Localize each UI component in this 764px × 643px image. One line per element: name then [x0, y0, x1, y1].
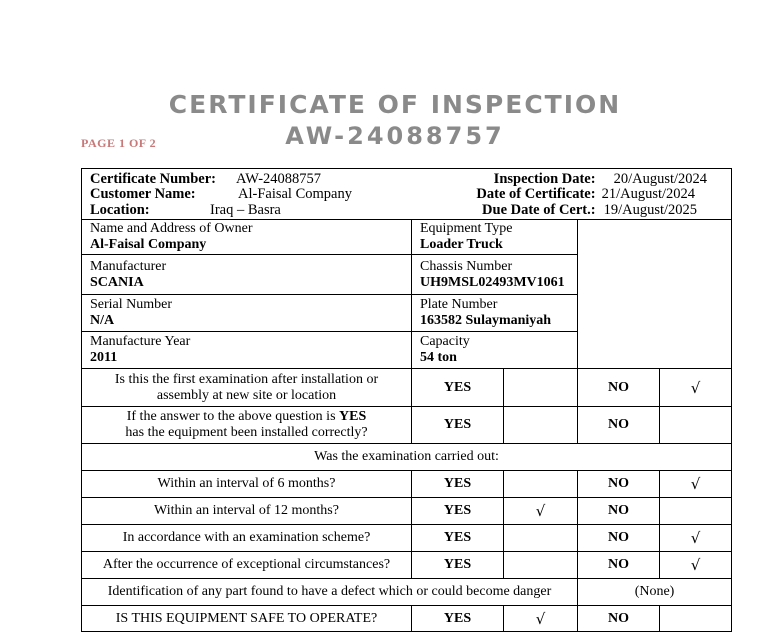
q3-no-check: √ [660, 471, 732, 498]
q2-yes-check [504, 407, 578, 444]
equipment-type-cell [412, 220, 578, 255]
q2-no-label: NO [578, 407, 660, 444]
owner-value: Al-Faisal Company [90, 237, 207, 252]
certificate-header [82, 169, 732, 220]
cert-number-label: Certificate Number: [90, 170, 217, 187]
safe-no-label: NO [578, 606, 660, 632]
location-label: Location: [90, 201, 150, 218]
q2-line1-yes: YES [339, 409, 367, 424]
q6-no-check: √ [660, 552, 732, 579]
chassis-label: Chassis Number [420, 258, 513, 274]
manufacturer-label: Manufacturer [90, 258, 167, 274]
page-label: PAGE 1 OF 2 [81, 136, 157, 150]
serial-cell [82, 295, 412, 332]
q1-no-label: NO [578, 369, 660, 407]
safe-yes-check: √ [504, 606, 578, 632]
date-of-cert-value: 21/August/2024 [601, 186, 696, 203]
q2-yes-label: YES [412, 407, 504, 444]
chassis-value: UH9MSL02493MV1061 [420, 274, 565, 290]
document-title: CERTIFICATE OF INSPECTION [168, 90, 622, 119]
q3-no-label: NO [578, 471, 660, 498]
year-cell [82, 332, 412, 369]
due-date-label: Due Date of Cert.: [482, 201, 596, 218]
q2-line2: has the equipment been installed correctly? [125, 425, 368, 440]
q6-question: After the occurrence of exceptional circumstances? [82, 552, 412, 579]
blank-detail-cell [578, 220, 732, 369]
due-date-value: 19/August/2025 [603, 201, 698, 218]
q6-yes-check [504, 552, 578, 579]
capacity-cell [412, 332, 578, 369]
q1-question [82, 369, 412, 407]
manufacturer-value: SCANIA [90, 274, 144, 290]
q5-no-label: NO [578, 525, 660, 552]
defect-label: Identification of any part found to have a defect which or could become danger [82, 579, 578, 606]
q1-no-check: √ [660, 369, 732, 407]
inspection-date-label: Inspection Date: [493, 170, 596, 187]
exam-heading: Was the examination carried out: [82, 444, 732, 471]
q2-question [82, 407, 412, 444]
equipment-type-value: Loader Truck [420, 237, 503, 252]
cert-number-value: AW-24088757 [236, 170, 322, 187]
year-value: 2011 [90, 350, 118, 365]
q4-no-label: NO [578, 498, 660, 525]
q5-yes-label: YES [412, 525, 504, 552]
q3-question: Within an interval of 6 months? [82, 471, 412, 498]
chassis-cell [412, 255, 578, 295]
owner-label: Name and Address of Owner [90, 221, 253, 236]
safe-yes-label: YES [412, 606, 504, 632]
plate-value: 163582 Sulaymaniyah [420, 313, 552, 328]
q6-yes-label: YES [412, 552, 504, 579]
q4-yes-check: √ [504, 498, 578, 525]
q1-line1: Is this the first examination after installation or [114, 371, 379, 387]
plate-label: Plate Number [420, 297, 498, 312]
q1-line2: assembly at new site or location [156, 387, 337, 403]
capacity-label: Capacity [420, 334, 470, 349]
defect-value: (None) [578, 579, 732, 606]
q4-question: Within an interval of 12 months? [82, 498, 412, 525]
q6-no-label: NO [578, 552, 660, 579]
q4-no-check [660, 498, 732, 525]
location-value: Iraq – Basra [210, 201, 281, 218]
date-of-cert-label: Date of Certificate: [476, 186, 596, 203]
certificate-code: AW-24088757 [285, 122, 505, 150]
q3-yes-check [504, 471, 578, 498]
serial-label: Serial Number [90, 297, 173, 312]
serial-value: N/A [90, 313, 115, 328]
customer-label: Customer Name: [90, 186, 196, 203]
plate-cell [412, 295, 578, 332]
manufacturer-cell [82, 255, 412, 295]
q5-no-check: √ [660, 525, 732, 552]
owner-cell [82, 220, 412, 255]
inspection-table [81, 168, 732, 632]
q4-yes-label: YES [412, 498, 504, 525]
q1-yes-label: YES [412, 369, 504, 407]
q2-no-check [660, 407, 732, 444]
q2-line1-text: If the answer to the above question is [126, 409, 340, 424]
q5-yes-check [504, 525, 578, 552]
q1-yes-check [504, 369, 578, 407]
safe-no-check [660, 606, 732, 632]
q3-yes-label: YES [412, 471, 504, 498]
customer-value: Al-Faisal Company [238, 186, 352, 203]
inspection-date-value: 20/August/2024 [613, 170, 708, 187]
year-label: Manufacture Year [90, 334, 191, 349]
q5-question: In accordance with an examination scheme? [82, 525, 412, 552]
equipment-type-label: Equipment Type [420, 221, 513, 236]
capacity-value: 54 ton [420, 350, 457, 365]
safe-question: IS THIS EQUIPMENT SAFE TO OPERATE? [82, 606, 412, 632]
